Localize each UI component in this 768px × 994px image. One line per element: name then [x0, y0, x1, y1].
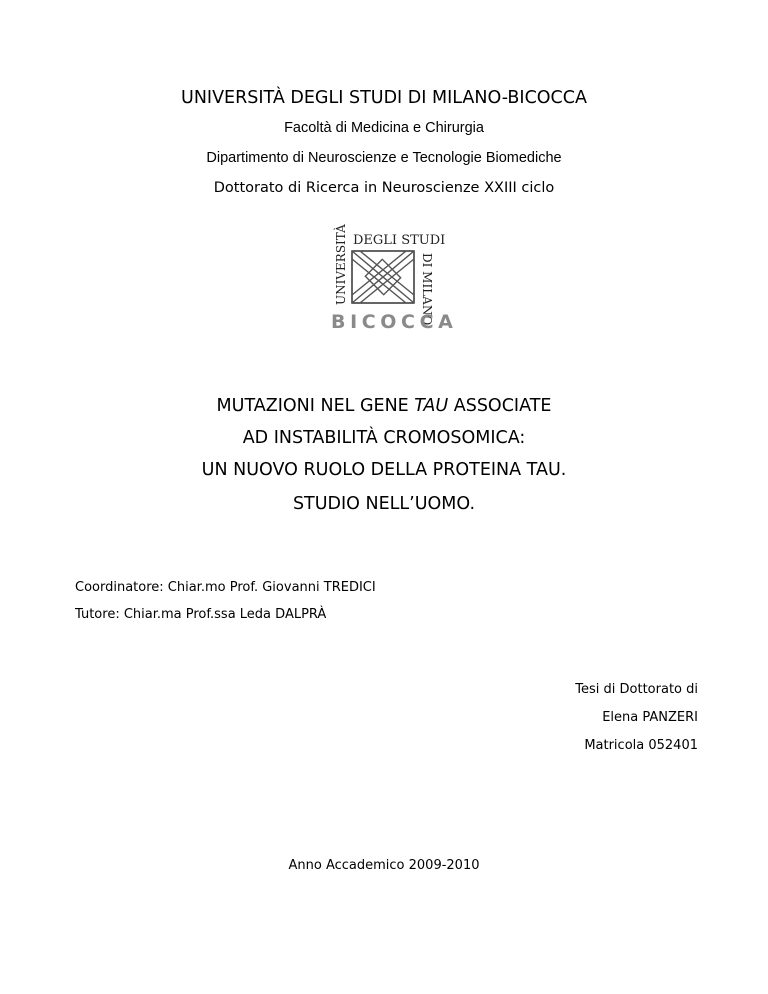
logo-bottom-text: BICOCCA	[331, 311, 458, 333]
logo-right-text: DI MILANO	[420, 253, 434, 326]
doctorate-program: Dottorato di Ricerca in Neuroscienze XXIII ciclo	[213, 180, 555, 196]
title-line-3: UN NUOVO RUOLO DELLA PROTEINA TAU.	[201, 460, 567, 480]
student-id: Matricola 052401	[584, 738, 698, 753]
title-line-4: STUDIO NELL’UOMO.	[292, 494, 476, 514]
tutor: Tutore: Chiar.ma Prof.ssa Leda DALPRÀ	[75, 607, 327, 622]
thesis-label: Tesi di Dottorato di	[575, 682, 698, 697]
logo-left-text: UNIVERSITÀ	[334, 224, 348, 305]
title-line-1	[0, 396, 768, 416]
university-name: UNIVERSITÀ DEGLI STUDI DI MILANO-BICOCCA	[181, 88, 587, 108]
title-line-2: AD INSTABILITÀ CROMOSOMICA:	[242, 428, 526, 448]
department-name: Dipartimento di Neuroscienze e Tecnologie Biomediche	[206, 150, 562, 166]
coordinator: Coordinatore: Chiar.mo Prof. Giovanni TREDICI	[75, 580, 376, 595]
title-line-1-italic: TAU	[414, 396, 449, 416]
logo-top-text: DEGLI STUDI	[353, 233, 446, 248]
university-logo	[330, 224, 458, 333]
academic-year: Anno Accademico 2009-2010	[288, 858, 480, 873]
author-name: Elena PANZERI	[602, 710, 698, 725]
title-line-1-post: ASSOCIATE	[448, 396, 552, 416]
faculty-name: Facoltà di Medicina e Chirurgia	[284, 120, 484, 136]
title-line-1-pre: MUTAZIONI NEL GENE	[216, 396, 415, 416]
